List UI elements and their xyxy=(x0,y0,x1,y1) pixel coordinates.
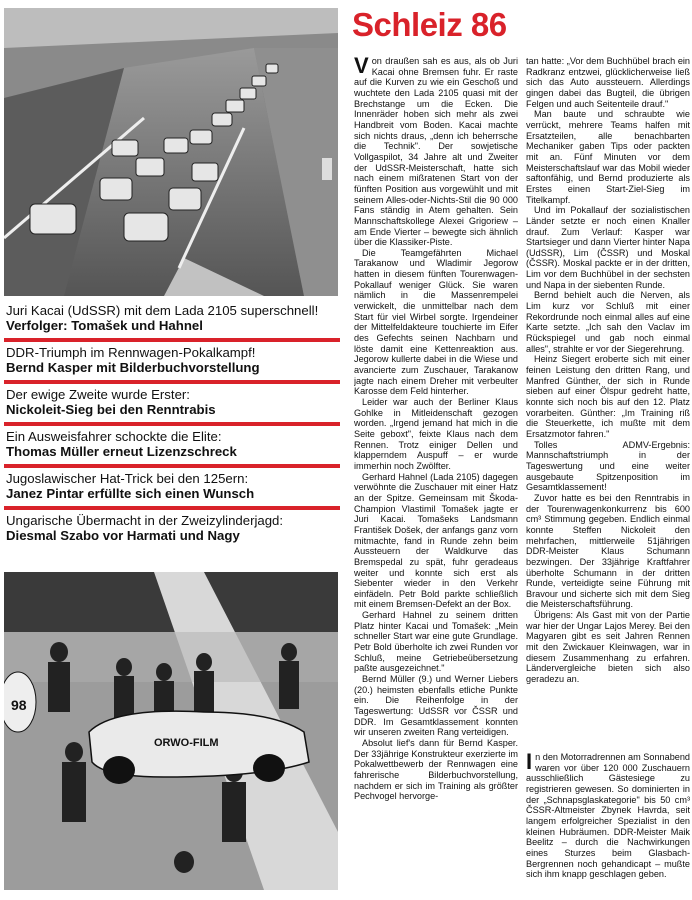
article-paragraph: In den Motorradrennen am Sonnabend waren vor über 120 000 Zuschauern ausschließlich Gästesiege zu registrieren gewesen. So dominierten in der „Schnapsglaskategorie" bis 50 cm³ ČSSR-Altmeister Zbynek Havrda, seit langem erfolgreicher Spezialist in den kleinen Hubräumen. DDR-Meister Maik Beelitz – durch die Nachwirkungen eines Sturzes beim Glasbach-Bergrennen noch gehandicapt – mußte sich ihm knapp geschlagen geben. xyxy=(526,752,690,880)
car-sponsor-text: ORWO-FILM xyxy=(154,737,219,749)
headline-list xyxy=(4,300,340,548)
article-paragraph: Zuvor hatte es bei den Renntrabis in der Tourenwagenkonkurrenz bis 600 cm³ Stimmung gegeben. Endlich einmal konnte Steffen Nickoleit den mehrfachen, mittlerweile 51jährigen DDR-Meister Klaus Schumann bezwingen. Der 33jährige Kraftfahrer überholte Schumann in der dritten Runde, verteidigte seine Führung mit Bravour und sicherte sich mit dem Sieg die Meisterschaftsführung. xyxy=(526,492,690,610)
article-paragraph: Absolut lief's dann für Bernd Kasper. Der 33jährige Konstrukteur exerzierte im Pokalwettbewerb der Rennwagen eine fahrerische Bilderbuchvorstellung, nachdem er sich im Training als größter Pechvogel hervorge- xyxy=(354,738,518,802)
article-column-1 xyxy=(354,56,518,896)
car-number: 98 xyxy=(11,697,27,713)
headline-4-line2: Thomas Müller erneut Lizenzschreck xyxy=(6,444,237,459)
headline-1 xyxy=(4,300,340,338)
headline-6 xyxy=(4,510,340,548)
headline-2-line2: Bernd Kasper mit Bilderbuchvorstellung xyxy=(6,360,260,375)
drop-cap: I xyxy=(526,752,533,774)
headline-3 xyxy=(4,384,340,422)
article-paragraph: Bernd Müller (9.) und Werner Liebers (20.) heimsten ebenfalls etliche Punkte ein. Die Reihenfolge in der Tageswertung: UdSSR vor ČSSR und DDR. Im Gesamtklassement konnten wir unseren zweiten Rang verteidigen. xyxy=(354,674,518,738)
article-column-2 xyxy=(526,56,690,756)
headline-5-line1: Jugoslawischer Hat-Trick bei den 125ern: xyxy=(6,471,249,486)
article-column-3 xyxy=(526,752,690,898)
article-paragraph: tan hatte: „Vor dem Buchhübel brach ein Radkranz entzwei, glücklicherweise ließ sich das Auto aussteuern. Allerdings gingen dabei das Bugteil, die übrigen Felgen und auch Seitenteile drauf." xyxy=(526,56,690,109)
headline-3-line1: Der ewige Zweite wurde Erster: xyxy=(6,387,190,402)
article-paragraph: Gerhard Hahnel (Lada 2105) dagegen verwöhnte die Zuschauer mit einer Hatz an der Spitze. Gemeinsam mit Škoda-Champion Vlastimil Tomašek jagte er Juri Kacai. Tomašeks Landsmann František Došek, der anfangs ganz vorn mitmachte, fand in Runde zehn beim Aussteuern der Waldkurve das Bremspedal zu spät, fuhr geradeaus weiter und konnte sich erst als Siebenter wieder in den Verkehr einfädeln. Petr Bold parkte schließlich mit einem Bremsen-Defekt an der Box. xyxy=(354,471,518,610)
article-paragraph: Man baute und schraubte wie verrückt, mehrere Teams halfen mit Ersatzteilen, alle benachbarten Mechaniker gaben Tips oder packten mit an. Fünf Minuten vor dem Meisterschaftslauf war das Mobil wieder saftonfähig, und Bernd produzierte als Erstes einen Start-Ziel-Sieg im Titelkampf. xyxy=(526,109,690,205)
headline-4 xyxy=(4,426,340,464)
article-paragraph: Bernd behielt auch die Nerven, als Lim kurz vor Schluß mit einer Rekordrunde noch einmal alles auf eine Karte setzte. „Ich sah den Vaclav im Rückspiegel und gab noch einmal alles", strahlte er vor der Siegerehrung. xyxy=(526,290,690,354)
headline-6-line1: Ungarische Übermacht in der Zweizylinderjagd: xyxy=(6,513,284,528)
article-paragraph: Und im Pokallauf der sozialistischen Länder setzte er noch einen Knaller drauf. Zum Verlauf: Kasper war Startsieger und dann Vierter hinter Napa (UdSSR), Lim (ČSSR) und Moskal (ČSSR). Moskal packte er in der dritten, Lim vor dem Buchhübel in der sechsten und Napa in der siebenten Runde. xyxy=(526,205,690,290)
article-paragraph: Von draußen sah es aus, als ob Juri Kacai ohne Bremsen fuhr. Er raste auf die Kurven zu wie ein Geschoß und wuchtete den Lada 2105 quasi mit der Brechstange um die Ecken. Die Innenräder hoben sich mehr als zwei Handbreit vom Boden. Kacai machte sich nichts draus, „denn ich beherrsche die Technik". Der sowjetische Vollgaspilot, 34 Jahre alt und Zweiter der UdSSR-Meisterschaft, hatte sich nach einem mißratenen Start von der fünften Position aus vorgewühlt und mit seinem Alles-oder-Nichts-Stil die 90 000 Fans ständig in Atem gehalten. Sein Mannschaftskollege Alexei Grigoriew – am Ende Vierter – bewegte sich ähnlich über die Klassiker-Piste. xyxy=(354,56,518,248)
page-title: Schleiz 86 xyxy=(352,6,507,43)
article-paragraph: Tolles ADMV-Ergebnis: Mannschaftstriumph in der Tageswertung und eine weiter ausgebaute Spitzenposition im Gesamtklassement! xyxy=(526,439,690,493)
headline-1-line1: Juri Kacai (UdSSR) mit dem Lada 2105 superschnell! xyxy=(6,303,319,318)
headline-5 xyxy=(4,468,340,506)
headline-2 xyxy=(4,342,340,380)
article-paragraph: Gerhard Hahnel zu seinem dritten Platz hinter Kacai und Tomašek: „Mein schneller Start war eine gute Grundlage. Petr Bold überholte ich zwei Runden vor Schluß, meine Getriebeübersetzung paßte ausgezeichnet." xyxy=(354,610,518,674)
headline-3-line2: Nickoleit-Sieg bei den Renntrabis xyxy=(6,402,216,417)
pit-lane-photo xyxy=(4,572,338,890)
headline-4-line1: Ein Ausweisfahrer schockte die Elite: xyxy=(6,429,222,444)
article-paragraph: Die Teamgefährten Michael Tarakanow und Wladimir Jegorow hatten in diesem fünften Tourenwagen-Pokallauf weniger Glück. Sie waren nämlich in die Massenrempelei verwickelt, die unmittelbar nach dem Start für viel Wirbel sorgte. Irgendeiner der Mittelfeldakteure touchierte im Eifer des Gefechts seinen Nachbarn und löste damit eine Kettenreaktion aus. Jegorow kullerte dabei in die Wiese und avancierte zum Zuschauer, Tarakanow jagte nach einem Dreher mit verbeulter Karosse dem Feld hinterher. xyxy=(354,247,518,397)
race-start-photo xyxy=(4,8,338,296)
article-paragraph: Heinz Siegert eroberte sich mit einer feinen Leistung den dritten Rang, und Manfred Günther, der sich in Runde sieben auf einer Ölspur gedreht hatte, konnte sich noch bis auf den 12. Platz vorarbeiten. Günther: „Im Training riß die Steuerkette, ich mußte mit dem Ersatzmotor fahren." xyxy=(526,354,690,439)
headline-5-line2: Janez Pintar erfüllte sich einen Wunsch xyxy=(6,486,255,501)
article-paragraph: Übrigens: Als Gast mit von der Partie war hier der Ungar Lajos Merey. Bei den Magyaren gibt es seit Jahren Rennen mit den Zwickauer Kleinwagen, war in diesem Zusammenhang zu erfahren. Ländervergleiche bieten sich also geradezu an. xyxy=(526,610,690,685)
headline-2-line1: DDR-Triumph im Rennwagen-Pokalkampf! xyxy=(6,345,256,360)
headline-6-line2: Diesmal Szabo vor Harmati und Nagy xyxy=(6,528,240,543)
drop-cap: V xyxy=(354,56,369,78)
headline-1-line2: Verfolger: Tomašek und Hahnel xyxy=(6,318,203,333)
article-paragraph: Leider war auch der Berliner Klaus Gohlke in Mitleidenschaft gezogen worden. „Irgend jemand hat mich in die Seite geboxt", feixte Klaus nach dem Rennen. Trotz einiger Dellen und klapperndem Auspuff – er wurde immerhin noch Zwölfter. xyxy=(354,397,518,471)
